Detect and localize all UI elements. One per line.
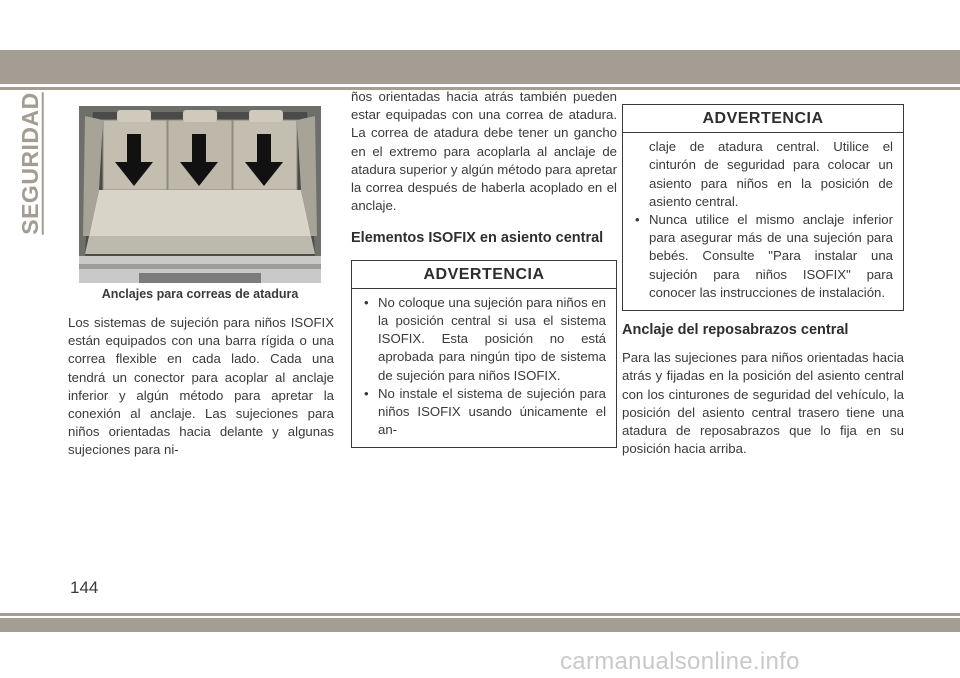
warning-body [352,289,616,448]
warning-box [622,104,904,311]
column-middle [351,88,617,448]
cargo-area-photo [79,106,321,283]
cargo-area-illustration [79,106,321,283]
warning-body [623,133,903,310]
page-number: 144 [70,578,99,597]
warning-continuation: claje de atadura central. Utilice el cinturón de seguridad para colocar un asiento para niños en la posición de asiento central. [649,139,893,209]
watermark: carmanualsonline.info [560,648,800,675]
column-right [622,104,904,458]
section-heading: Elementos ISOFIX en asiento central [351,230,604,247]
footer-band [0,618,960,632]
header-band [0,50,960,84]
column-left [68,314,334,460]
section-tab-label: SEGURIDAD [16,91,43,235]
footer-rule [0,613,960,616]
section-heading: Anclaje del reposabrazos central [622,322,849,339]
warning-title: ADVERTENCIA [352,261,616,289]
figure-caption: Anclajes para correas de atadura [101,287,299,301]
warning-box [351,260,617,449]
body-paragraph: ños orientadas hacia atrás también pueden estar equipadas con una correa de atadura. La correa de atadura debe tener un gancho en el extremo para acoplarla al anclaje de atadura superior y algún método para apretar la correa después de haberla acoplado en el anclaje. [351,89,617,214]
body-paragraph: Los sistemas de sujeción para niños ISOFIX están equipados con una barra rígida o una correa flexible en cada lado. Cada una tendrá un conector para acoplar al anclaje inferior y algún método para apretar la conexión al anclaje. Las sujeciones para niños orientadas hacia delante y algunas sujeciones para ni- [68,315,334,458]
warning-item: • No coloque una sujeción para niños en la posición central si usa el sistema ISOFIX. Esta posición no está aprobada para ningún tipo de sistema de sujeción para niños ISOFIX. [362,294,606,385]
warning-item: • No instale el sistema de sujeción para niños ISOFIX usando únicamente el an- [362,385,606,440]
body-paragraph: Para las sujeciones para niños orientadas hacia atrás y fijadas en la posición del asiento central con los cinturones de seguridad del vehículo, la posición del asiento central trasero tiene una atadura de reposabrazos que lo fija en su posición hacia arriba. [622,350,904,457]
section-tab [10,91,50,235]
warning-title: ADVERTENCIA [623,105,903,133]
warning-item: • Nunca utilice el mismo anclaje inferior para asegurar más de una sujeción para bebés. Consulte "Para instalar una sujeción para niños ISOFIX" para conocer las instrucciones de instalación. [633,211,893,302]
